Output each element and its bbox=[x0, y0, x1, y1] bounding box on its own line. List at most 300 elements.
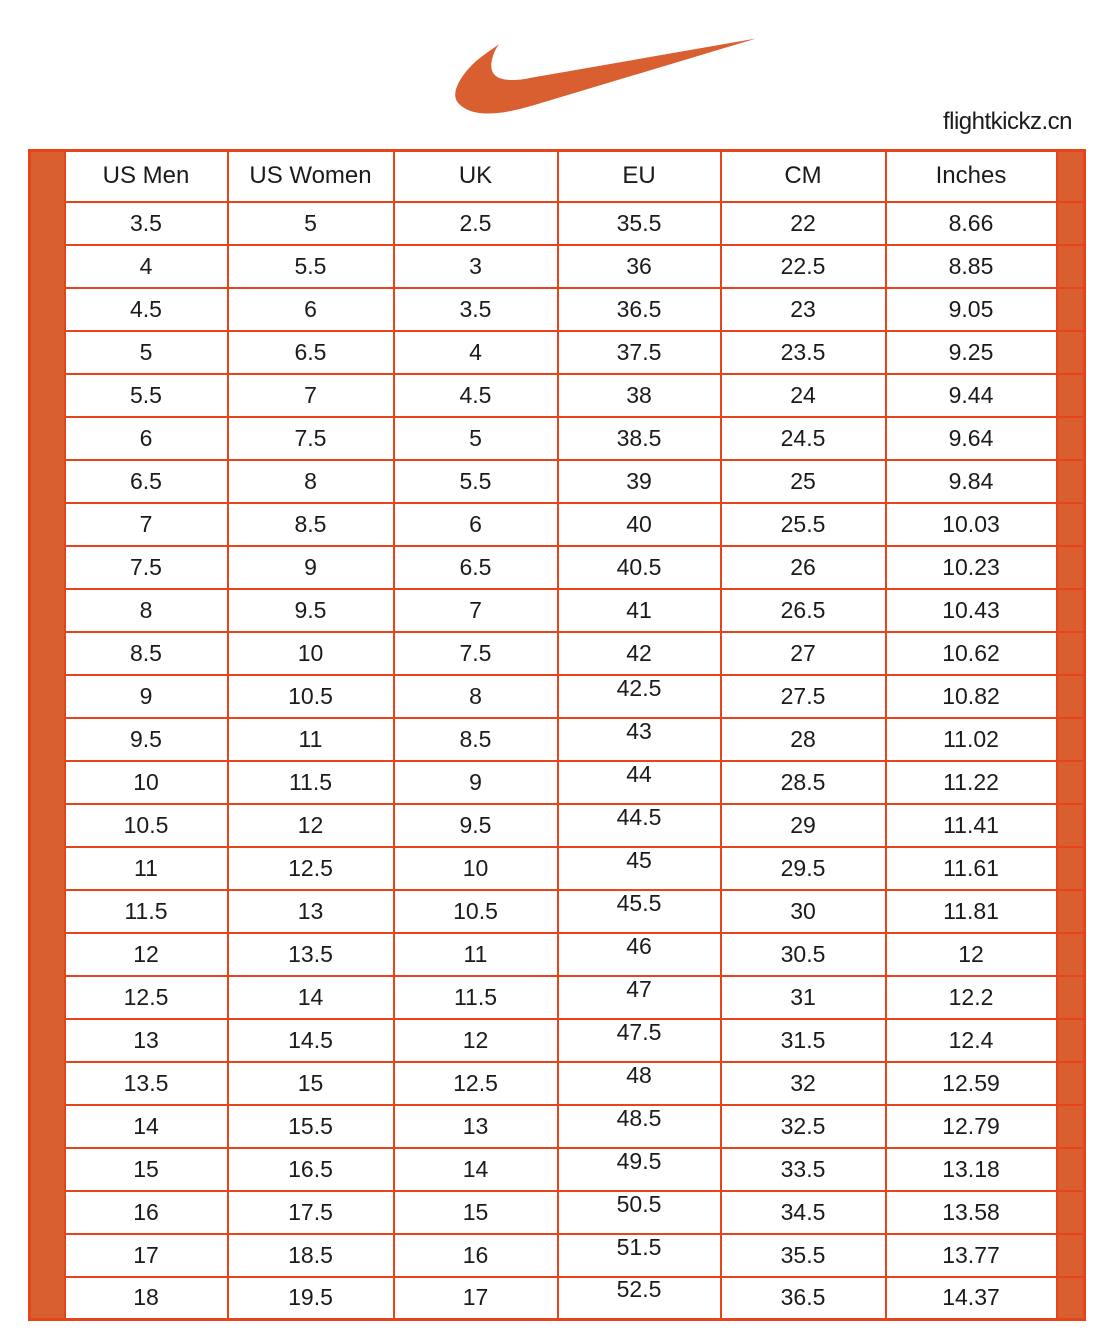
cell-inches bbox=[886, 1191, 1057, 1234]
size-chart bbox=[28, 149, 1086, 1321]
cell-value: 15.5 bbox=[288, 1112, 333, 1139]
column-header-uk: UK bbox=[394, 151, 558, 202]
cell-value: 7 bbox=[304, 381, 317, 408]
right-accent-bar bbox=[1057, 503, 1085, 546]
cell-value: 10 bbox=[133, 768, 159, 795]
cell-value: 6.5 bbox=[130, 467, 162, 494]
cell-value: 11 bbox=[298, 725, 323, 752]
cell-value: 2.5 bbox=[459, 209, 492, 236]
cell-us-women bbox=[228, 1277, 394, 1320]
table-row bbox=[30, 804, 1085, 847]
cell-value: 40 bbox=[626, 510, 652, 537]
right-accent-bar bbox=[1057, 761, 1085, 804]
right-accent-bar bbox=[1057, 804, 1085, 847]
cell-value: 5 bbox=[139, 338, 153, 365]
cell-inches bbox=[886, 460, 1057, 503]
cell-eu bbox=[558, 1019, 721, 1062]
nike-swoosh-icon bbox=[452, 26, 758, 126]
cell-us-men bbox=[65, 589, 228, 632]
cell-value: 28.5 bbox=[780, 768, 826, 795]
cell-eu bbox=[558, 288, 721, 331]
cell-uk bbox=[394, 417, 558, 460]
cell-cm bbox=[721, 933, 886, 976]
cell-value: 51.5 bbox=[616, 1233, 662, 1260]
cell-us-women bbox=[228, 589, 394, 632]
right-accent-bar bbox=[1057, 1062, 1085, 1105]
cell-value: 6.5 bbox=[294, 338, 327, 365]
cell-us-women bbox=[228, 632, 394, 675]
cell-value: 12.59 bbox=[942, 1069, 1000, 1096]
cell-value: 12 bbox=[133, 940, 159, 967]
cell-value: 49.5 bbox=[616, 1147, 662, 1174]
right-accent-bar bbox=[1057, 1277, 1085, 1320]
cell-cm bbox=[721, 546, 886, 589]
cell-value: 10.5 bbox=[288, 682, 333, 709]
cell-us-women bbox=[228, 933, 394, 976]
cell-eu bbox=[558, 1234, 721, 1277]
cell-us-women bbox=[228, 804, 394, 847]
right-accent-bar bbox=[1057, 245, 1085, 288]
cell-value: 7 bbox=[469, 596, 482, 623]
cell-us-men bbox=[65, 374, 228, 417]
cell-value: 7.5 bbox=[459, 639, 492, 666]
cell-inches bbox=[886, 1062, 1057, 1105]
cell-value: 7 bbox=[139, 510, 153, 537]
column-header-inches: Inches bbox=[886, 151, 1057, 202]
table-row bbox=[30, 1191, 1085, 1234]
cell-value: 12 bbox=[297, 811, 324, 838]
cell-value: 38 bbox=[626, 381, 652, 408]
header-row bbox=[30, 151, 1085, 202]
cell-eu bbox=[558, 374, 721, 417]
cell-uk bbox=[394, 331, 558, 374]
cell-value: 25 bbox=[790, 467, 816, 494]
cell-value: 8 bbox=[469, 682, 482, 709]
cell-uk bbox=[394, 847, 558, 890]
cell-value: 10.43 bbox=[942, 596, 1000, 623]
cell-cm bbox=[721, 331, 886, 374]
cell-us-men bbox=[65, 546, 228, 589]
cell-value: 36.5 bbox=[616, 295, 662, 322]
cell-value: 6 bbox=[304, 295, 317, 322]
cell-eu bbox=[558, 1277, 721, 1320]
cell-us-women bbox=[228, 761, 394, 804]
cell-us-women bbox=[228, 1105, 394, 1148]
cell-eu bbox=[558, 245, 721, 288]
cell-value: 4.5 bbox=[459, 381, 492, 408]
cell-value: 9.5 bbox=[130, 725, 162, 752]
cell-cm bbox=[721, 1062, 886, 1105]
cell-value: 16 bbox=[133, 1198, 159, 1225]
cell-us-women bbox=[228, 1148, 394, 1191]
cell-uk bbox=[394, 1105, 558, 1148]
cell-value: 14.5 bbox=[288, 1026, 333, 1053]
cell-value: 48.5 bbox=[616, 1104, 662, 1131]
table-row bbox=[30, 1148, 1085, 1191]
right-accent-bar bbox=[1057, 1234, 1085, 1277]
size-table bbox=[28, 149, 1086, 1321]
cell-value: 9 bbox=[139, 682, 153, 709]
cell-value: 12.5 bbox=[123, 983, 169, 1010]
table-row bbox=[30, 202, 1085, 245]
cell-eu bbox=[558, 890, 721, 933]
cell-us-men bbox=[65, 331, 228, 374]
cell-value: 5.5 bbox=[294, 252, 327, 279]
cell-eu bbox=[558, 460, 721, 503]
right-accent-bar bbox=[1057, 847, 1085, 890]
column-header-us-men: US Men bbox=[65, 151, 228, 202]
cell-inches bbox=[886, 417, 1057, 460]
cell-eu bbox=[558, 546, 721, 589]
table-row bbox=[30, 1019, 1085, 1062]
cell-value: 42.5 bbox=[616, 674, 662, 701]
cell-uk bbox=[394, 976, 558, 1019]
table-row bbox=[30, 546, 1085, 589]
cell-uk bbox=[394, 460, 558, 503]
cell-inches bbox=[886, 761, 1057, 804]
cell-inches bbox=[886, 675, 1057, 718]
cell-value: 13.58 bbox=[942, 1198, 1000, 1225]
cell-value: 12.5 bbox=[453, 1069, 498, 1096]
cell-value: 15 bbox=[462, 1198, 489, 1225]
cell-value: 13 bbox=[462, 1112, 489, 1139]
cell-us-men bbox=[65, 1191, 228, 1234]
cell-value: 15 bbox=[133, 1155, 159, 1182]
cell-us-men bbox=[65, 675, 228, 718]
cell-value: 17 bbox=[462, 1284, 489, 1311]
cell-value: 42 bbox=[626, 639, 652, 666]
cell-value: 23.5 bbox=[780, 338, 826, 365]
table-row bbox=[30, 718, 1085, 761]
cell-inches bbox=[886, 1105, 1057, 1148]
cell-us-women bbox=[228, 331, 394, 374]
cell-value: 8.5 bbox=[130, 639, 162, 666]
cell-cm bbox=[721, 890, 886, 933]
right-accent-bar bbox=[1057, 417, 1085, 460]
cell-value: 9.5 bbox=[294, 596, 327, 623]
cell-us-men bbox=[65, 202, 228, 245]
cell-eu bbox=[558, 1062, 721, 1105]
cell-cm bbox=[721, 1019, 886, 1062]
right-accent-bar bbox=[1057, 202, 1085, 245]
cell-value: 45 bbox=[626, 846, 652, 873]
cell-value: 35.5 bbox=[616, 209, 662, 236]
cell-eu bbox=[558, 761, 721, 804]
cell-value: 6 bbox=[469, 510, 482, 537]
cell-value: 26 bbox=[790, 553, 816, 580]
cell-value: 12.79 bbox=[942, 1112, 1000, 1139]
cell-inches bbox=[886, 202, 1057, 245]
table-row bbox=[30, 1234, 1085, 1277]
cell-cm bbox=[721, 675, 886, 718]
cell-value: 5 bbox=[469, 424, 482, 451]
cell-eu bbox=[558, 1148, 721, 1191]
cell-value: 6 bbox=[139, 424, 153, 451]
cell-value: 9.5 bbox=[459, 811, 492, 838]
cell-eu bbox=[558, 1191, 721, 1234]
cell-value: 11.02 bbox=[943, 725, 999, 752]
cell-uk bbox=[394, 288, 558, 331]
cell-value: 13 bbox=[297, 897, 324, 924]
cell-cm bbox=[721, 761, 886, 804]
cell-us-men bbox=[65, 804, 228, 847]
cell-value: 23 bbox=[790, 295, 816, 322]
cell-value: 48 bbox=[626, 1061, 652, 1088]
table-row bbox=[30, 847, 1085, 890]
table-row bbox=[30, 589, 1085, 632]
table-row bbox=[30, 1277, 1085, 1320]
cell-value: 37.5 bbox=[616, 338, 662, 365]
cell-value: 44.5 bbox=[616, 803, 662, 830]
cell-uk bbox=[394, 374, 558, 417]
cell-us-women bbox=[228, 1019, 394, 1062]
cell-value: 6.5 bbox=[459, 553, 492, 580]
right-accent-bar bbox=[1057, 589, 1085, 632]
cell-inches bbox=[886, 718, 1057, 761]
cell-inches bbox=[886, 589, 1057, 632]
cell-us-men bbox=[65, 632, 228, 675]
cell-inches bbox=[886, 1019, 1057, 1062]
cell-value: 9.64 bbox=[948, 424, 994, 451]
cell-value: 11.5 bbox=[124, 897, 168, 924]
cell-value: 33.5 bbox=[780, 1155, 826, 1182]
table-row bbox=[30, 1105, 1085, 1148]
cell-value: 4 bbox=[139, 252, 153, 279]
cell-cm bbox=[721, 976, 886, 1019]
right-accent-bar bbox=[1057, 890, 1085, 933]
cell-us-women bbox=[228, 245, 394, 288]
column-header-cm: CM bbox=[721, 151, 886, 202]
cell-us-women bbox=[228, 1191, 394, 1234]
cell-value: 15 bbox=[297, 1069, 324, 1096]
cell-value: 17 bbox=[133, 1241, 159, 1268]
table-row bbox=[30, 675, 1085, 718]
cell-value: 9.05 bbox=[948, 295, 994, 322]
cell-inches bbox=[886, 503, 1057, 546]
cell-value: 26.5 bbox=[780, 596, 826, 623]
cell-value: 43 bbox=[626, 717, 652, 744]
cell-inches bbox=[886, 546, 1057, 589]
cell-value: 10 bbox=[297, 639, 324, 666]
cell-uk bbox=[394, 1062, 558, 1105]
cell-us-women bbox=[228, 718, 394, 761]
left-accent-bar bbox=[30, 151, 65, 1320]
cell-eu bbox=[558, 331, 721, 374]
cell-value: 5.5 bbox=[459, 467, 492, 494]
cell-value: 11.5 bbox=[288, 768, 333, 795]
cell-value: 31 bbox=[790, 983, 816, 1010]
cell-value: 36 bbox=[626, 252, 652, 279]
cell-us-women bbox=[228, 976, 394, 1019]
cell-cm bbox=[721, 847, 886, 890]
cell-value: 14 bbox=[462, 1155, 489, 1182]
cell-cm bbox=[721, 1105, 886, 1148]
cell-value: 47.5 bbox=[616, 1018, 662, 1045]
cell-eu bbox=[558, 847, 721, 890]
cell-value: 13.77 bbox=[942, 1241, 1000, 1268]
cell-eu bbox=[558, 202, 721, 245]
cell-us-men bbox=[65, 417, 228, 460]
cell-value: 11.81 bbox=[943, 897, 999, 924]
cell-us-men bbox=[65, 933, 228, 976]
cell-cm bbox=[721, 245, 886, 288]
table-row bbox=[30, 890, 1085, 933]
cell-value: 24 bbox=[790, 381, 816, 408]
cell-value: 9 bbox=[304, 553, 317, 580]
cell-value: 10.62 bbox=[942, 639, 1000, 666]
cell-value: 9 bbox=[469, 768, 482, 795]
cell-value: 13 bbox=[133, 1026, 159, 1053]
right-accent-bar bbox=[1057, 1019, 1085, 1062]
cell-us-men bbox=[65, 1062, 228, 1105]
cell-value: 10.82 bbox=[942, 682, 1000, 709]
cell-value: 32 bbox=[790, 1069, 816, 1096]
cell-value: 16.5 bbox=[288, 1155, 333, 1182]
table-row bbox=[30, 632, 1085, 675]
cell-value: 8 bbox=[304, 467, 317, 494]
cell-uk bbox=[394, 804, 558, 847]
right-accent-bar bbox=[1057, 1105, 1085, 1148]
cell-value: 46 bbox=[626, 932, 652, 959]
cell-eu bbox=[558, 417, 721, 460]
cell-cm bbox=[721, 460, 886, 503]
cell-cm bbox=[721, 417, 886, 460]
cell-value: 12.4 bbox=[948, 1026, 994, 1053]
cell-cm bbox=[721, 288, 886, 331]
cell-us-women bbox=[228, 546, 394, 589]
cell-value: 39 bbox=[626, 467, 652, 494]
cell-value: 8.5 bbox=[459, 725, 492, 752]
right-accent-bar bbox=[1057, 288, 1085, 331]
cell-eu bbox=[558, 804, 721, 847]
cell-value: 30 bbox=[790, 897, 816, 924]
cell-value: 8 bbox=[139, 596, 153, 623]
cell-value: 10.23 bbox=[942, 553, 1000, 580]
cell-value: 13.5 bbox=[288, 940, 333, 967]
cell-us-women bbox=[228, 288, 394, 331]
site-name: flightkickz.cn bbox=[942, 108, 1072, 135]
right-accent-bar bbox=[1057, 718, 1085, 761]
cell-us-women bbox=[228, 460, 394, 503]
cell-value: 28 bbox=[790, 725, 816, 752]
cell-uk bbox=[394, 1277, 558, 1320]
cell-value: 29.5 bbox=[780, 854, 826, 881]
table-row bbox=[30, 1062, 1085, 1105]
cell-value: 27 bbox=[790, 639, 816, 666]
cell-inches bbox=[886, 1277, 1057, 1320]
cell-value: 32.5 bbox=[780, 1112, 826, 1139]
cell-value: 11.5 bbox=[453, 983, 498, 1010]
cell-us-men bbox=[65, 976, 228, 1019]
cell-value: 41 bbox=[626, 596, 652, 623]
cell-value: 5 bbox=[304, 209, 317, 236]
cell-value: 12.2 bbox=[948, 983, 994, 1010]
table-row bbox=[30, 288, 1085, 331]
cell-value: 19.5 bbox=[288, 1284, 333, 1311]
cell-value: 10.03 bbox=[942, 510, 1000, 537]
cell-us-men bbox=[65, 718, 228, 761]
right-accent-bar bbox=[1057, 151, 1085, 202]
cell-uk bbox=[394, 761, 558, 804]
cell-eu bbox=[558, 933, 721, 976]
cell-value: 36.5 bbox=[780, 1284, 826, 1311]
cell-value: 30.5 bbox=[780, 940, 826, 967]
cell-value: 8.66 bbox=[948, 209, 994, 236]
cell-value: 22.5 bbox=[780, 252, 826, 279]
right-accent-bar bbox=[1057, 1148, 1085, 1191]
cell-uk bbox=[394, 245, 558, 288]
cell-value: 3.5 bbox=[459, 295, 492, 322]
cell-cm bbox=[721, 374, 886, 417]
cell-value: 9.84 bbox=[948, 467, 994, 494]
cell-uk bbox=[394, 718, 558, 761]
cell-value: 13.5 bbox=[123, 1069, 169, 1096]
cell-value: 17.5 bbox=[288, 1198, 333, 1225]
table-row bbox=[30, 417, 1085, 460]
cell-uk bbox=[394, 675, 558, 718]
cell-uk bbox=[394, 1191, 558, 1234]
table-row bbox=[30, 761, 1085, 804]
cell-us-women bbox=[228, 847, 394, 890]
cell-value: 4.5 bbox=[130, 295, 162, 322]
cell-value: 38.5 bbox=[616, 424, 662, 451]
column-header-eu: EU bbox=[558, 151, 721, 202]
cell-value: 9.25 bbox=[948, 338, 994, 365]
cell-value: 29 bbox=[790, 811, 816, 838]
cell-value: 7.5 bbox=[294, 424, 327, 451]
cell-value: 11.41 bbox=[943, 811, 999, 838]
cell-value: 24.5 bbox=[780, 424, 826, 451]
cell-value: 44 bbox=[626, 760, 652, 787]
right-accent-bar bbox=[1057, 933, 1085, 976]
column-header-us-women: US Women bbox=[228, 151, 394, 202]
cell-us-men bbox=[65, 245, 228, 288]
cell-value: 14.37 bbox=[942, 1284, 1000, 1311]
size-table-body bbox=[30, 151, 1085, 1320]
cell-uk bbox=[394, 1148, 558, 1191]
cell-eu bbox=[558, 976, 721, 1019]
cell-value: 16 bbox=[462, 1241, 489, 1268]
table-row bbox=[30, 976, 1085, 1019]
cell-inches bbox=[886, 1234, 1057, 1277]
cell-us-men bbox=[65, 890, 228, 933]
cell-value: 10.5 bbox=[123, 811, 169, 838]
cell-uk bbox=[394, 589, 558, 632]
cell-value: 14 bbox=[297, 983, 324, 1010]
cell-value: 3.5 bbox=[130, 209, 162, 236]
cell-value: 14 bbox=[133, 1112, 159, 1139]
cell-uk bbox=[394, 546, 558, 589]
right-accent-bar bbox=[1057, 331, 1085, 374]
cell-inches bbox=[886, 632, 1057, 675]
cell-eu bbox=[558, 503, 721, 546]
cell-us-men bbox=[65, 761, 228, 804]
cell-uk bbox=[394, 202, 558, 245]
cell-value: 11 bbox=[463, 940, 488, 967]
cell-value: 11.22 bbox=[943, 768, 999, 795]
cell-value: 40.5 bbox=[616, 553, 662, 580]
cell-cm bbox=[721, 1191, 886, 1234]
cell-us-men bbox=[65, 460, 228, 503]
cell-cm bbox=[721, 632, 886, 675]
cell-uk bbox=[394, 1019, 558, 1062]
cell-inches bbox=[886, 374, 1057, 417]
cell-inches bbox=[886, 933, 1057, 976]
right-accent-bar bbox=[1057, 675, 1085, 718]
cell-value: 11 bbox=[134, 854, 158, 881]
cell-value: 8.85 bbox=[948, 252, 994, 279]
cell-value: 7.5 bbox=[130, 553, 162, 580]
